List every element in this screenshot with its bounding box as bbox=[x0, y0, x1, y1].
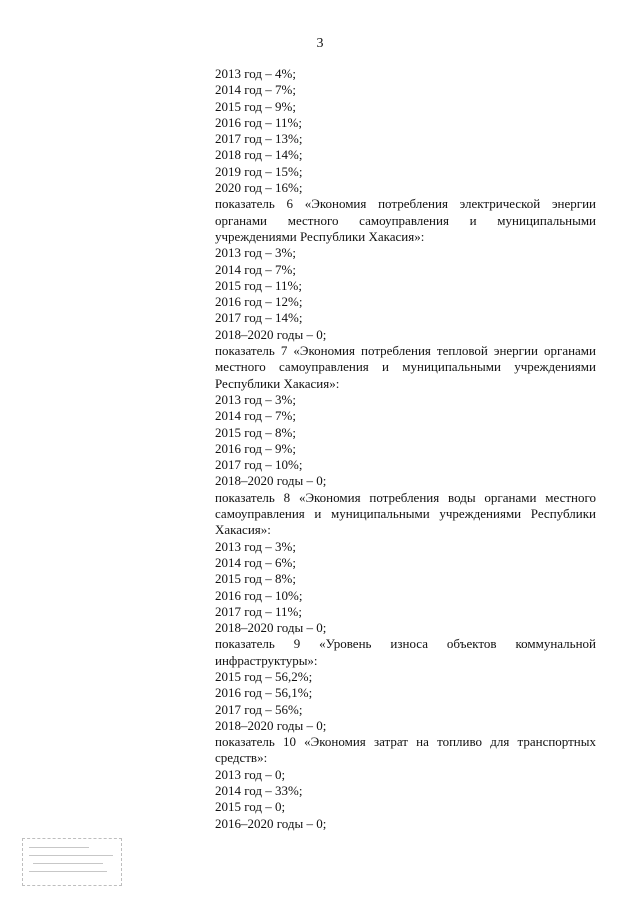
indicator-heading: показатель 7 «Экономия потребления тепловой энергии органами местного самоуправления и муниципальными учреждениями Республики Хакасия»: bbox=[215, 343, 596, 391]
indicator-value-line: 2016 год – 56,1%; bbox=[215, 685, 313, 701]
indicator-value-line: 2016 год – 10%; bbox=[215, 587, 303, 603]
indicator-value-line: 2020 год – 16%; bbox=[215, 180, 303, 196]
indicator-value-line: 2014 год – 7%; bbox=[215, 408, 296, 424]
indicator-heading: показатель 10 «Экономия затрат на топливо для транспортных средств»: bbox=[215, 734, 596, 766]
indicator-value-line: 2015 год – 0; bbox=[215, 799, 286, 815]
indicator-value-line: 2014 год – 33%; bbox=[215, 783, 303, 799]
indicator-value-line: 2018 год – 14%; bbox=[215, 147, 303, 163]
indicator-value-line: 2019 год – 15%; bbox=[215, 163, 303, 179]
indicator-value-line: 2015 год – 56,2%; bbox=[215, 668, 313, 684]
document-body bbox=[215, 66, 596, 832]
indicator-value-line: 2017 год – 11%; bbox=[215, 603, 302, 619]
indicator-value-line: 2014 год – 6%; bbox=[215, 554, 296, 570]
indicator-value-line: 2013 год – 3%; bbox=[215, 538, 296, 554]
indicator-value-line: 2015 год – 8%; bbox=[215, 424, 296, 440]
indicator-value-line: 2016–2020 годы – 0; bbox=[215, 815, 327, 831]
indicator-value-line: 2016 год – 12%; bbox=[215, 294, 303, 310]
indicator-value-line: 2015 год – 9%; bbox=[215, 98, 296, 114]
indicator-value-line: 2017 год – 56%; bbox=[215, 701, 303, 717]
page-number: 3 bbox=[316, 36, 324, 51]
indicator-value-line: 2018–2020 годы – 0; bbox=[215, 620, 327, 636]
indicator-heading: показатель 8 «Экономия потребления воды органами местного самоуправления и муниципальными учреждениями Республики Хакасия»: bbox=[215, 489, 596, 538]
indicator-value-line: 2017 год – 14%; bbox=[215, 310, 303, 326]
indicator-value-line: 2013 год – 3%; bbox=[215, 391, 296, 407]
faded-stamp bbox=[22, 838, 122, 886]
indicator-value-line: 2015 год – 11%; bbox=[215, 277, 302, 293]
indicator-value-line: 2015 год – 8%; bbox=[215, 571, 296, 587]
indicator-heading: показатель 9 «Уровень износа объектов коммунальной инфраструктуры»: bbox=[215, 636, 596, 668]
indicator-value-line: 2017 год – 13%; bbox=[215, 131, 303, 147]
indicator-value-line: 2016 год – 9%; bbox=[215, 440, 296, 456]
indicator-heading: показатель 6 «Экономия потребления электрической энергии органами местного самоуправления и муниципальными учреждениями Республики Хакасия»: bbox=[215, 196, 596, 244]
indicator-value-line: 2018–2020 годы – 0; bbox=[215, 717, 327, 733]
indicator-value-line: 2017 год – 10%; bbox=[215, 457, 303, 473]
indicator-value-line: 2013 год – 4%; bbox=[215, 66, 296, 81]
indicator-value-line: 2018–2020 годы – 0; bbox=[215, 326, 327, 342]
indicator-value-line: 2013 год – 3%; bbox=[215, 245, 296, 261]
indicator-value-line: 2016 год – 11%; bbox=[215, 114, 302, 130]
indicator-value-line: 2014 год – 7%; bbox=[215, 261, 296, 277]
indicator-value-line: 2014 год – 7%; bbox=[215, 82, 296, 98]
indicator-value-line: 2018–2020 годы – 0; bbox=[215, 473, 327, 489]
indicator-value-line: 2013 год – 0; bbox=[215, 766, 286, 782]
